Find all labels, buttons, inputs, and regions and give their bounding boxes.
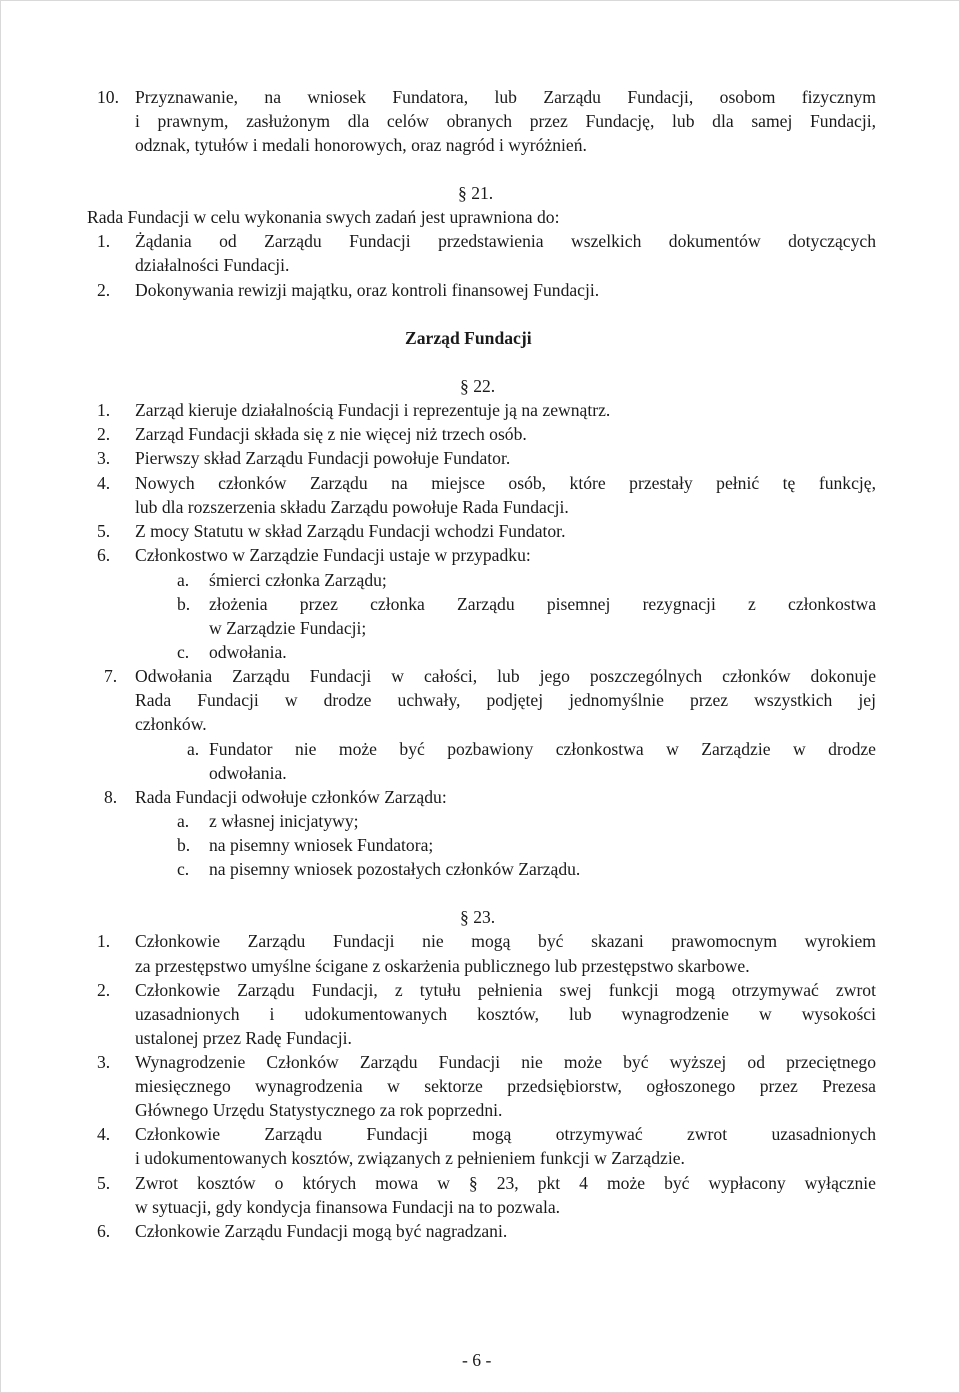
sub-item-letter: c. — [177, 859, 190, 879]
item-number: 2. — [97, 280, 111, 300]
section-title: § 21. — [458, 183, 494, 203]
item-number: 6. — [97, 545, 111, 565]
paragraph-line: śmierci członka Zarządu; — [209, 570, 387, 590]
paragraph-line: Członkowie Zarządu Fundacji mogą być nagradzani. — [135, 1221, 508, 1241]
item-number: 4. — [97, 1124, 111, 1144]
sub-item-letter: b. — [177, 594, 191, 614]
paragraph-line: Wynagrodzenie Członków Zarządu Fundacji nie może być wyższej od przeciętnego — [135, 1052, 876, 1072]
section-title: § 23. — [460, 907, 496, 927]
paragraph-line: w Zarządzie Fundacji; — [209, 618, 367, 638]
chapter-heading: Zarząd Fundacji — [405, 328, 532, 348]
item-number: 3. — [97, 1052, 111, 1072]
paragraph-line: z własnej inicjatywy; — [209, 811, 359, 831]
paragraph-line: Pierwszy skład Zarządu Fundacji powołuje Fundator. — [135, 448, 511, 468]
paragraph-line: Przyznawanie, na wniosek Fundatora, lub Zarządu Fundacji, osobom fizycznym — [135, 87, 876, 107]
paragraph-line: na pisemny wniosek Fundatora; — [209, 835, 434, 855]
paragraph-line: ustalonej przez Radę Fundacji. — [135, 1028, 352, 1048]
paragraph-line: miesięcznego wynagrodzenia w sektorze przedsiębiorstw, ogłoszonego przez Prezesa — [135, 1076, 876, 1096]
sub-item-letter: b. — [177, 835, 191, 855]
paragraph-line: Żądania od Zarządu Fundacji przedstawienia wszelkich dokumentów dotyczących — [135, 231, 876, 251]
paragraph-line: Dokonywania rewizji majątku, oraz kontroli finansowej Fundacji. — [135, 280, 600, 300]
item-number: 5. — [97, 521, 111, 541]
paragraph-line: uzasadnionych i udokumentowanych kosztów, lub wynagrodzenie w wysokości — [135, 1004, 876, 1024]
section-intro: Rada Fundacji w celu wykonania swych zadań jest uprawniona do: — [87, 207, 560, 227]
paragraph-line: działalności Fundacji. — [135, 255, 290, 275]
paragraph-line: Nowych członków Zarządu na miejsce osób, które przestały pełnić tę funkcję, — [135, 473, 876, 493]
item-number: 5. — [97, 1173, 111, 1193]
paragraph-line: w sytuacji, gdy kondycja finansowa Fundacji na to pozwala. — [135, 1197, 561, 1217]
paragraph-line: Zwrot kosztów o których mowa w § 23, pkt 4 może być wypłacony wyłącznie — [135, 1173, 876, 1193]
paragraph-line: Zarząd kieruje działalnością Fundacji i reprezentuje ją na zewnątrz. — [135, 400, 611, 420]
paragraph-line: Członkowie Zarządu Fundacji, z tytułu pełnienia swej funkcji mogą otrzymywać zwrot — [135, 980, 876, 1000]
paragraph-line: Rada Fundacji w drodze uchwały, podjętej jednomyślnie przez wszystkich jej — [135, 690, 876, 710]
section-title: § 22. — [460, 376, 496, 396]
paragraph-line: odwołania. — [209, 642, 287, 662]
paragraph-line: Fundator nie może być pozbawiony członkostwa w Zarządzie w drodze — [209, 739, 876, 759]
paragraph-line: lub dla rozszerzenia składu Zarządu powołuje Rada Fundacji. — [135, 497, 569, 517]
item-number: 2. — [97, 980, 111, 1000]
paragraph-line: członków. — [135, 714, 207, 734]
paragraph-line: Odwołania Zarządu Fundacji w całości, lub jego poszczególnych członków dokonuje — [135, 666, 876, 686]
item-number: 3. — [97, 448, 111, 468]
paragraph-line: Głównego Urzędu Statystycznego za rok poprzedni. — [135, 1100, 503, 1120]
item-number: 4. — [97, 473, 111, 493]
paragraph-line: Z mocy Statutu w skład Zarządu Fundacji wchodzi Fundator. — [135, 521, 566, 541]
sub-item-letter: a. — [177, 570, 190, 590]
item-number: 1. — [97, 400, 111, 420]
paragraph-line: Zarząd Fundacji składa się z nie więcej niż trzech osób. — [135, 424, 527, 444]
sub-item-letter: a. — [177, 811, 190, 831]
item-number: 1. — [97, 931, 111, 951]
paragraph-line: i prawnym, zasłużonym dla celów obranych przez Fundację, lub dla samej Fundacji, — [135, 111, 876, 131]
paragraph-line: Rada Fundacji odwołuje członków Zarządu: — [135, 787, 447, 807]
item-number: 1. — [97, 231, 111, 251]
paragraph-line: na pisemny wniosek pozostałych członków Zarządu. — [209, 859, 581, 879]
paragraph-line: Członkowie Zarządu Fundacji mogą otrzymywać zwrot uzasadnionych — [135, 1124, 876, 1144]
paragraph-line: Członkostwo w Zarządzie Fundacji ustaje w przypadku: — [135, 545, 531, 565]
sub-item-letter: c. — [177, 642, 190, 662]
page-number: - 6 - — [462, 1350, 492, 1370]
item-number: 10. — [97, 87, 119, 107]
item-number: 7. — [104, 666, 118, 686]
paragraph-line: za przestępstwo umyślne ścigane z oskarżenia publicznego lub przestępstwo skarbowe. — [135, 956, 750, 976]
sub-item-letter: a. — [187, 739, 200, 759]
paragraph-line: Członkowie Zarządu Fundacji nie mogą być skazani prawomocnym wyrokiem — [135, 931, 876, 951]
item-number: 2. — [97, 424, 111, 444]
item-number: 6. — [97, 1221, 111, 1241]
paragraph-line: i udokumentowanych kosztów, związanych z pełnieniem funkcji w Zarządzie. — [135, 1148, 685, 1168]
paragraph-line: odwołania. — [209, 763, 287, 783]
item-number: 8. — [104, 787, 118, 807]
paragraph-line: złożenia przez członka Zarządu pisemnej rezygnacji z członkostwa — [209, 594, 876, 614]
paragraph-line: odznak, tytułów i medali honorowych, oraz nagród i wyróżnień. — [135, 135, 587, 155]
